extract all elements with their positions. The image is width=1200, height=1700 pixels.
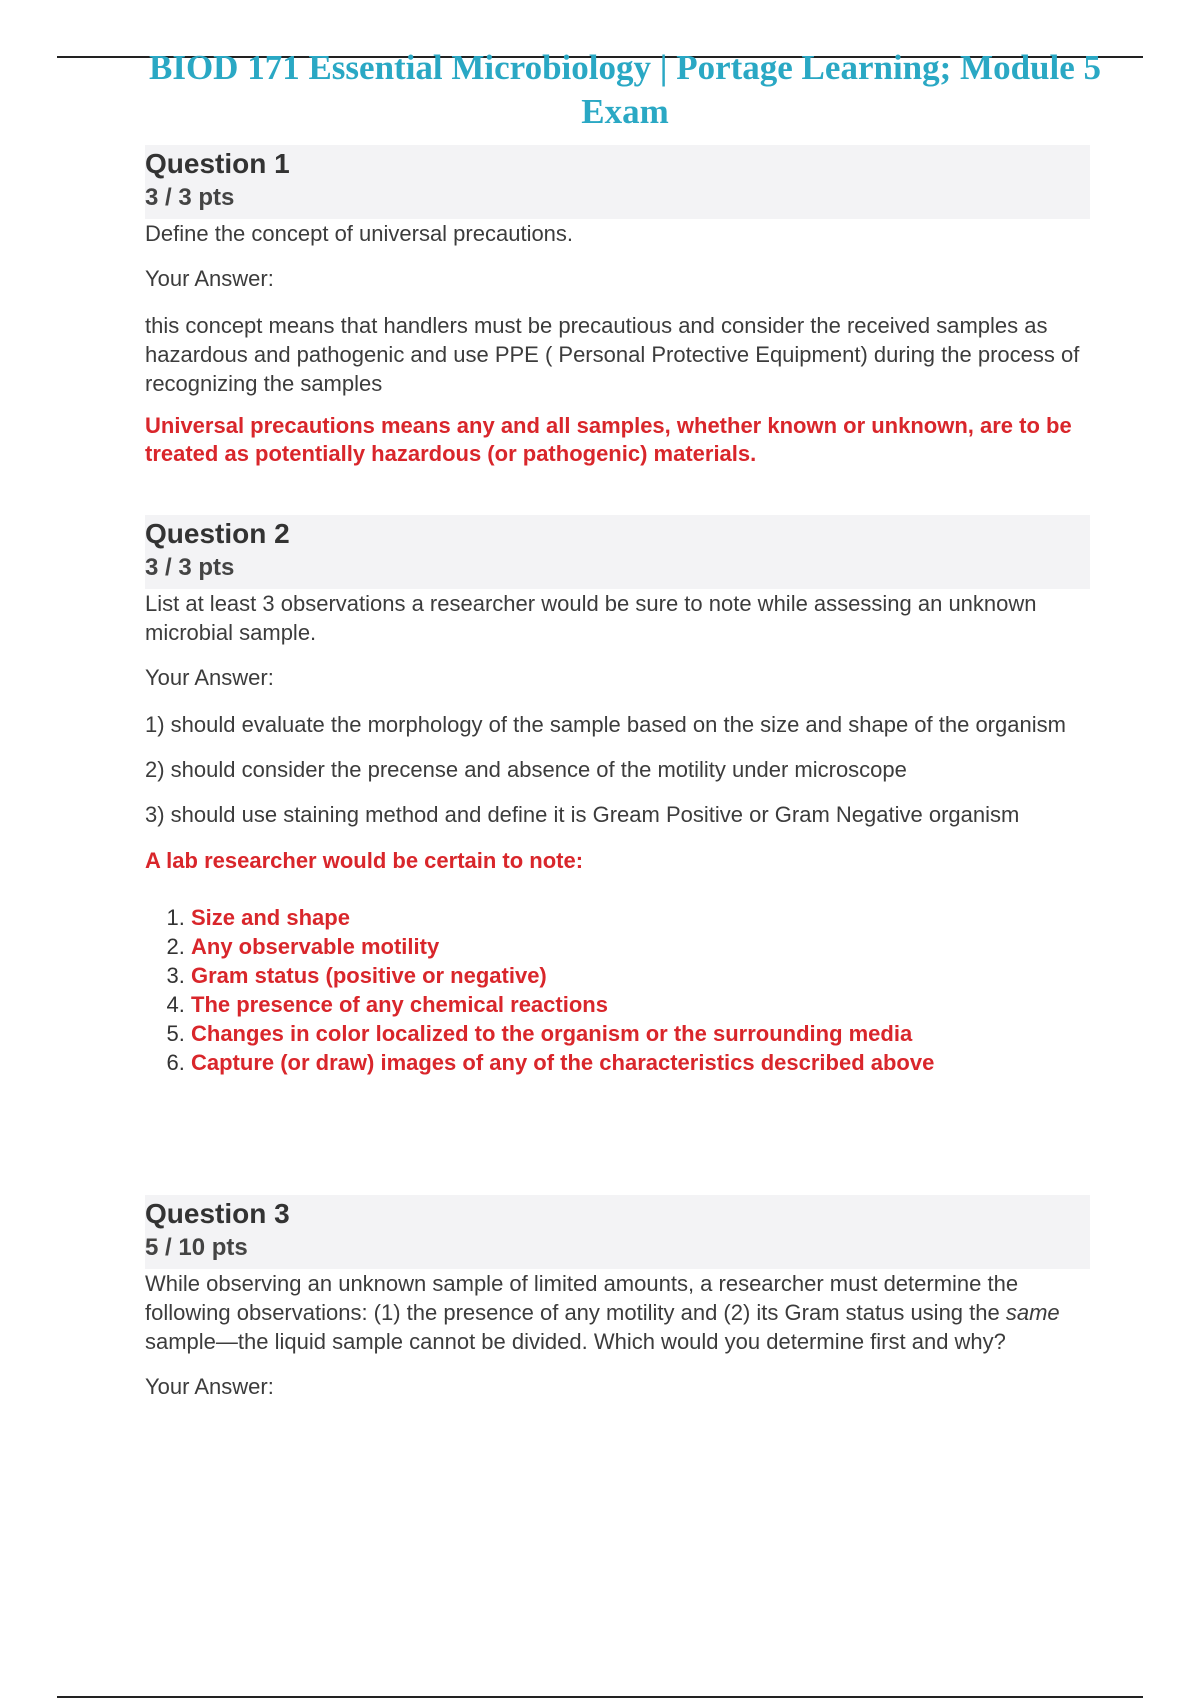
question-1-points: 3 / 3 pts — [145, 184, 235, 211]
question-1-header — [145, 145, 1090, 219]
correct-item-text: Size and shape — [191, 905, 350, 930]
question-1-correct-answer: Universal precautions means any and all samples, whether known or unknown, are to be treated as potentially hazardous (or pathogenic) materials. — [145, 413, 1072, 466]
correct-item-text: Capture (or draw) images of any of the characteristics described above — [191, 1050, 935, 1075]
question-3-prompt-part-2: sample—the liquid sample cannot be divided. Which would you determine first and why? — [145, 1329, 1006, 1354]
question-3 — [145, 1195, 1090, 1401]
question-2-answer-label: Your Answer: — [145, 665, 274, 690]
question-2-correct-list — [145, 903, 1090, 1077]
question-2-points: 3 / 3 pts — [145, 554, 235, 581]
question-3-prompt-emphasis: same — [1005, 1300, 1060, 1325]
question-1 — [145, 145, 1090, 468]
list-item — [191, 1019, 1090, 1048]
question-2-prompt: List at least 3 observations a researcher would be sure to note while assessing an unknown microbial sample. — [145, 591, 1037, 645]
correct-item-text: The presence of any chemical reactions — [191, 992, 608, 1017]
list-item — [191, 990, 1090, 1019]
question-2-correct-intro: A lab researcher would be certain to note: — [145, 848, 584, 873]
question-3-answer-label: Your Answer: — [145, 1374, 274, 1399]
bottom-rule — [57, 1696, 1143, 1698]
correct-item-text: Gram status (positive or negative) — [191, 963, 547, 988]
question-3-points: 5 / 10 pts — [145, 1234, 248, 1261]
list-item — [191, 1048, 1090, 1077]
list-item — [191, 932, 1090, 961]
document-title: BIOD 171 Essential Microbiology | Portage Learning; Module 5 Exam — [148, 48, 1102, 131]
correct-item-text: Changes in color localized to the organism or the surrounding media — [191, 1021, 913, 1046]
question-3-header — [145, 1195, 1090, 1269]
question-1-answer: this concept means that handlers must be precautious and consider the received samples as hazardous and pathogenic and use PPE ( Personal Protective Equipment) during the process of recognizing the samples — [145, 313, 1080, 396]
question-3-prompt — [145, 1269, 1090, 1356]
question-3-title: Question 3 — [145, 1198, 290, 1229]
question-1-answer-label: Your Answer: — [145, 266, 274, 291]
list-item — [191, 903, 1090, 932]
question-2-answer-1: 1) should evaluate the morphology of the sample based on the size and shape of the organism — [145, 712, 1066, 737]
question-1-prompt: Define the concept of universal precautions. — [145, 221, 574, 246]
question-2-title: Question 2 — [145, 518, 290, 549]
list-item — [191, 961, 1090, 990]
question-1-title: Question 1 — [145, 148, 290, 179]
question-2-answer-3: 3) should use staining method and define it is Gream Positive or Gram Negative organism — [145, 802, 1020, 827]
question-2-header — [145, 515, 1090, 589]
question-3-prompt-part-1: While observing an unknown sample of limited amounts, a researcher must determine the following observations: (1) the presence of any motility and (2) its Gram status using the — [145, 1271, 1019, 1325]
correct-item-text: Any observable motility — [191, 934, 440, 959]
question-2-answer-2: 2) should consider the precense and absence of the motility under microscope — [145, 757, 907, 782]
question-2 — [145, 515, 1090, 1077]
